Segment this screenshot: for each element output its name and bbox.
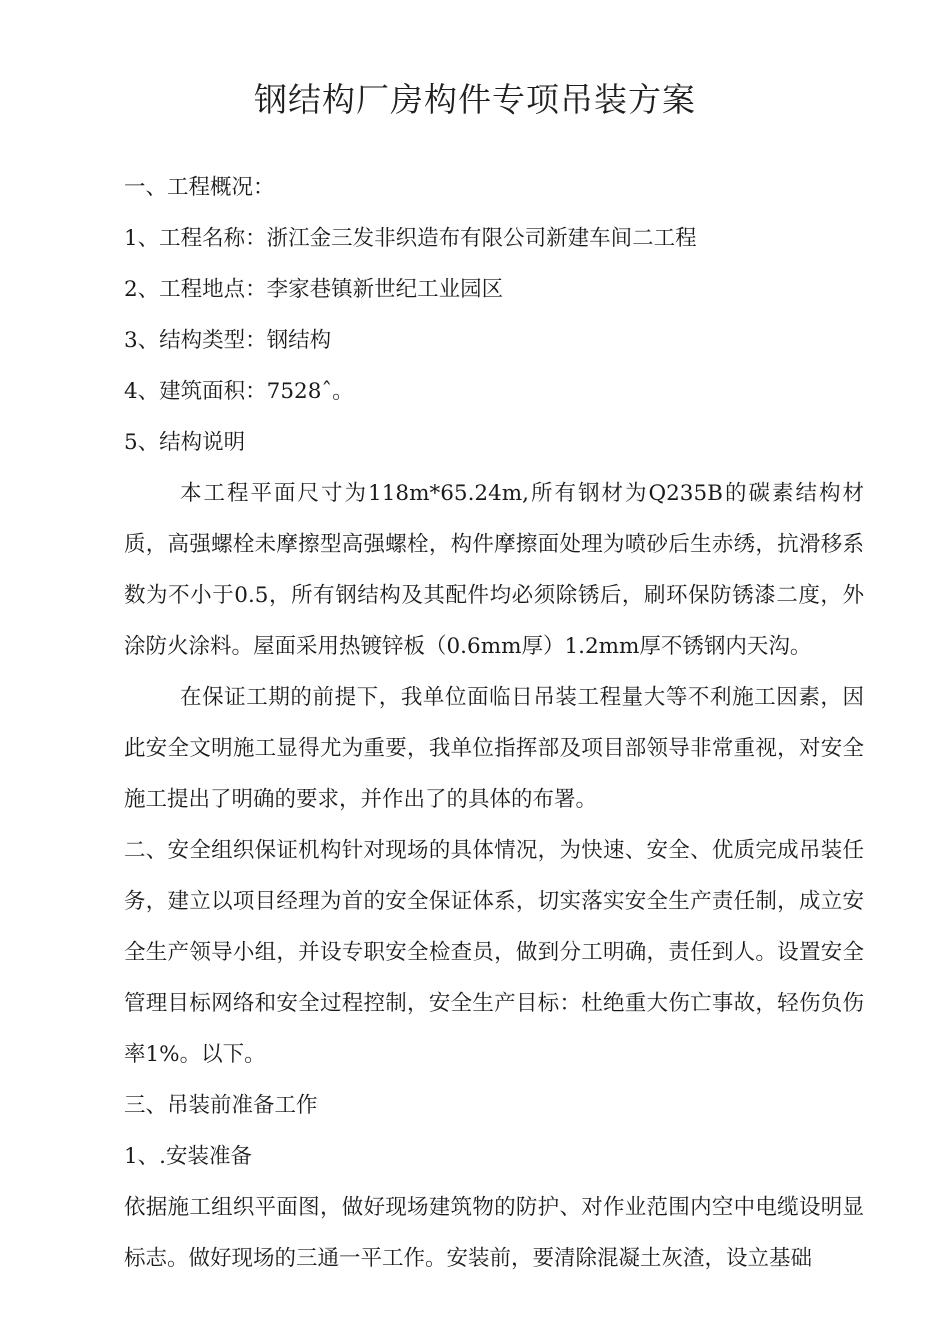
structure-description-paragraph: 本工程平面尺寸为118m*65.24m,所有钢材为Q235B的碳素结构材质，高强螺栓未摩擦型高强螺栓，构件摩擦面处理为喷砂后生赤绣，抗滑移系数为不小于0.5，所有钢结构及其配件均必须除锈后，刷环保防锈漆二度，外涂防火涂料。屋面采用热镀锌板（0.6mm厚）1.2mm厚不锈钢内天沟。 xyxy=(124,481,864,659)
section-heading-preparation: 三、吊装前准备工作 xyxy=(124,1093,318,1118)
safety-importance-paragraph: 在保证工期的前提下，我单位面临日吊装工程量大等不利施工因素，因此安全文明施工显得尤为重要，我单位指挥部及项目部领导非常重视，对安全施工提出了明确的要求，并作出了的具体的布署。 xyxy=(124,685,864,812)
installation-preparation-heading: 1、.安装准备 xyxy=(124,1144,253,1169)
project-location-line: 2、工程地点：李家巷镇新世纪工业园区 xyxy=(124,277,504,302)
project-name-line: 1、工程名称：浙江金三发非织造布有限公司新建车间二工程 xyxy=(124,226,697,251)
building-area-line: 4、建筑面积：7528ˆ。 xyxy=(124,379,354,404)
site-preparation-paragraph: 依据施工组织平面图，做好现场建筑物的防护、对作业范围内空中电缆设明显标志。做好现场的三通一平工作。安装前，要清除混凝土灰渣，设立基础 xyxy=(124,1195,864,1271)
safety-organization-paragraph: 二、安全组织保证机构针对现场的具体情况，为快速、安全、优质完成吊装任务，建立以项目经理为首的安全保证体系，切实落实安全生产责任制，成立安全生产领导小组，并设专职安全检查员，做到分工明确，责任到人。设置安全管理目标网络和安全过程控制，安全生产目标：杜绝重大伤亡事故，轻伤负伤率1%。以下。 xyxy=(124,838,864,1067)
structure-type-line: 3、结构类型：钢结构 xyxy=(124,328,332,353)
document-body xyxy=(124,162,864,1284)
document-title: 钢结构厂房构件专项吊装方案 xyxy=(254,80,696,119)
structure-description-heading: 5、结构说明 xyxy=(124,430,246,455)
section-heading-overview: 一、工程概况： xyxy=(124,175,275,200)
